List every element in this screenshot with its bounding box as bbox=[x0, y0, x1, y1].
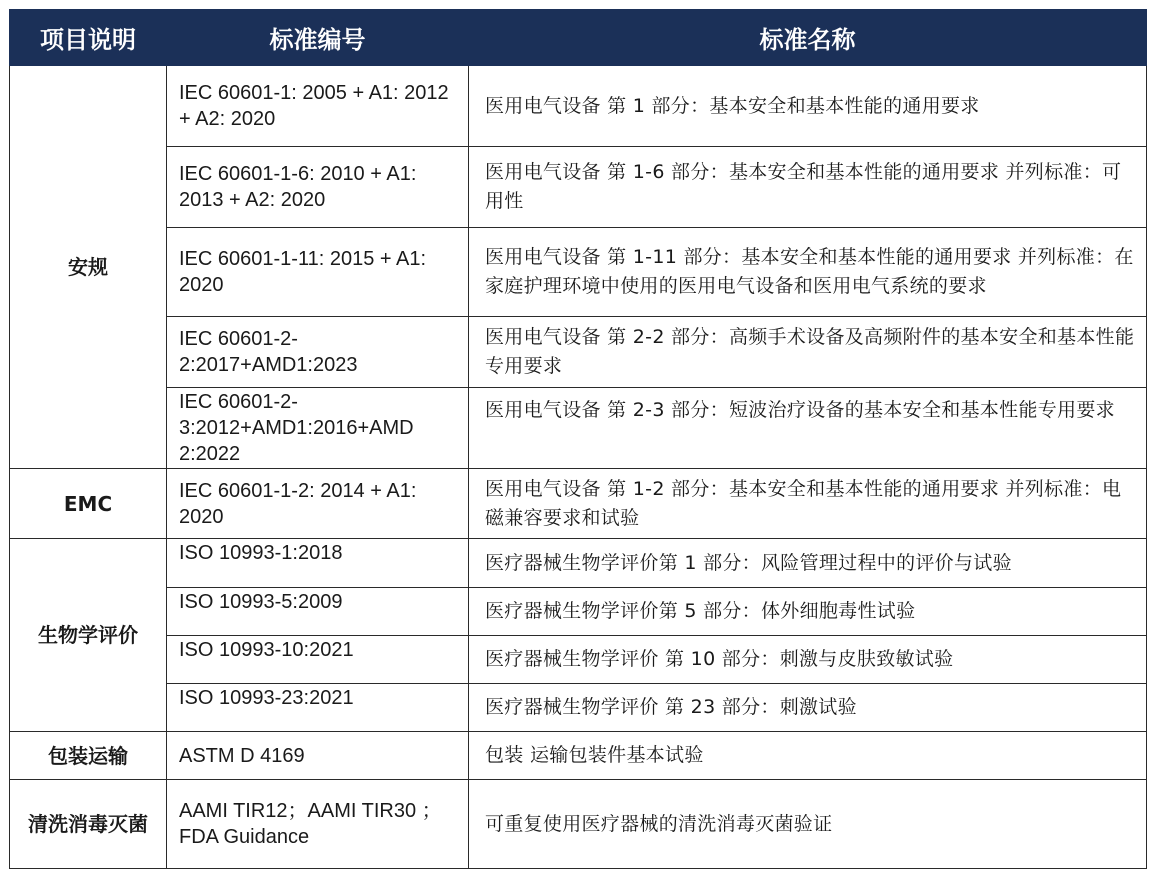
standard-name: 医用电气设备 第 1-2 部分：基本安全和基本性能的通用要求 并列标准：电磁兼容要求和试验 bbox=[469, 469, 1147, 539]
standard-name: 医疗器械生物学评价 第 23 部分：刺激试验 bbox=[469, 684, 1147, 732]
table-row bbox=[10, 780, 1147, 869]
standard-code: IEC 60601-1: 2005 + A1: 2012 + A2: 2020 bbox=[167, 66, 469, 147]
category-cell-safety: 安规 bbox=[10, 66, 167, 469]
standard-name: 医用电气设备 第 2-2 部分：高频手术设备及高频附件的基本安全和基本性能专用要求 bbox=[469, 317, 1147, 388]
header-category: 项目说明 bbox=[10, 10, 167, 66]
standard-name: 可重复使用医疗器械的清洗消毒灭菌验证 bbox=[469, 780, 1147, 869]
standard-code: IEC 60601-2-3:2012+AMD1:2016+AMD 2:2022 bbox=[167, 388, 469, 469]
category-cell-biological: 生物学评价 bbox=[10, 539, 167, 732]
table-row bbox=[10, 684, 1147, 732]
standard-code: ISO 10993-10:2021 bbox=[167, 636, 469, 684]
table-row bbox=[10, 588, 1147, 636]
table-row bbox=[10, 636, 1147, 684]
standard-name: 医用电气设备 第 2-3 部分：短波治疗设备的基本安全和基本性能专用要求 bbox=[469, 388, 1147, 469]
standard-code: AAMI TIR12；AAMI TIR30 ；FDA Guidance bbox=[167, 780, 469, 869]
table-row bbox=[10, 388, 1147, 469]
category-cell-emc: EMC bbox=[10, 469, 167, 539]
standard-code: IEC 60601-1-2: 2014 + A1: 2020 bbox=[167, 469, 469, 539]
table-row bbox=[10, 66, 1147, 147]
header-row bbox=[10, 10, 1147, 66]
standard-name: 医疗器械生物学评价 第 10 部分：刺激与皮肤致敏试验 bbox=[469, 636, 1147, 684]
table-row bbox=[10, 317, 1147, 388]
standard-name: 医用电气设备 第 1 部分：基本安全和基本性能的通用要求 bbox=[469, 66, 1147, 147]
table-row bbox=[10, 147, 1147, 228]
table-row bbox=[10, 469, 1147, 539]
standard-name: 医疗器械生物学评价第 5 部分：体外细胞毒性试验 bbox=[469, 588, 1147, 636]
table-row bbox=[10, 539, 1147, 588]
standard-code: ISO 10993-1:2018 bbox=[167, 539, 469, 588]
table-header bbox=[10, 10, 1147, 66]
standard-code: ASTM D 4169 bbox=[167, 732, 469, 780]
standard-name: 医用电气设备 第 1-6 部分：基本安全和基本性能的通用要求 并列标准：可用性 bbox=[469, 147, 1147, 228]
header-name: 标准名称 bbox=[469, 10, 1147, 66]
category-cell-cleaning: 清洗消毒灭菌 bbox=[10, 780, 167, 869]
table-body bbox=[10, 66, 1147, 869]
category-cell-packaging: 包装运输 bbox=[10, 732, 167, 780]
table-row bbox=[10, 228, 1147, 317]
standard-code: ISO 10993-5:2009 bbox=[167, 588, 469, 636]
standard-code: IEC 60601-1-11: 2015 + A1: 2020 bbox=[167, 228, 469, 317]
header-code: 标准编号 bbox=[167, 10, 469, 66]
standard-code: ISO 10993-23:2021 bbox=[167, 684, 469, 732]
standard-code: IEC 60601-1-6: 2010 + A1: 2013 + A2: 2020 bbox=[167, 147, 469, 228]
standards-table bbox=[9, 9, 1147, 869]
table-row bbox=[10, 732, 1147, 780]
standard-code: IEC 60601-2-2:2017+AMD1:2023 bbox=[167, 317, 469, 388]
standard-name: 医疗器械生物学评价第 1 部分：风险管理过程中的评价与试验 bbox=[469, 539, 1147, 588]
standard-name: 医用电气设备 第 1-11 部分：基本安全和基本性能的通用要求 并列标准：在家庭护理环境中使用的医用电气设备和医用电气系统的要求 bbox=[469, 228, 1147, 317]
standard-name: 包装 运输包装件基本试验 bbox=[469, 732, 1147, 780]
